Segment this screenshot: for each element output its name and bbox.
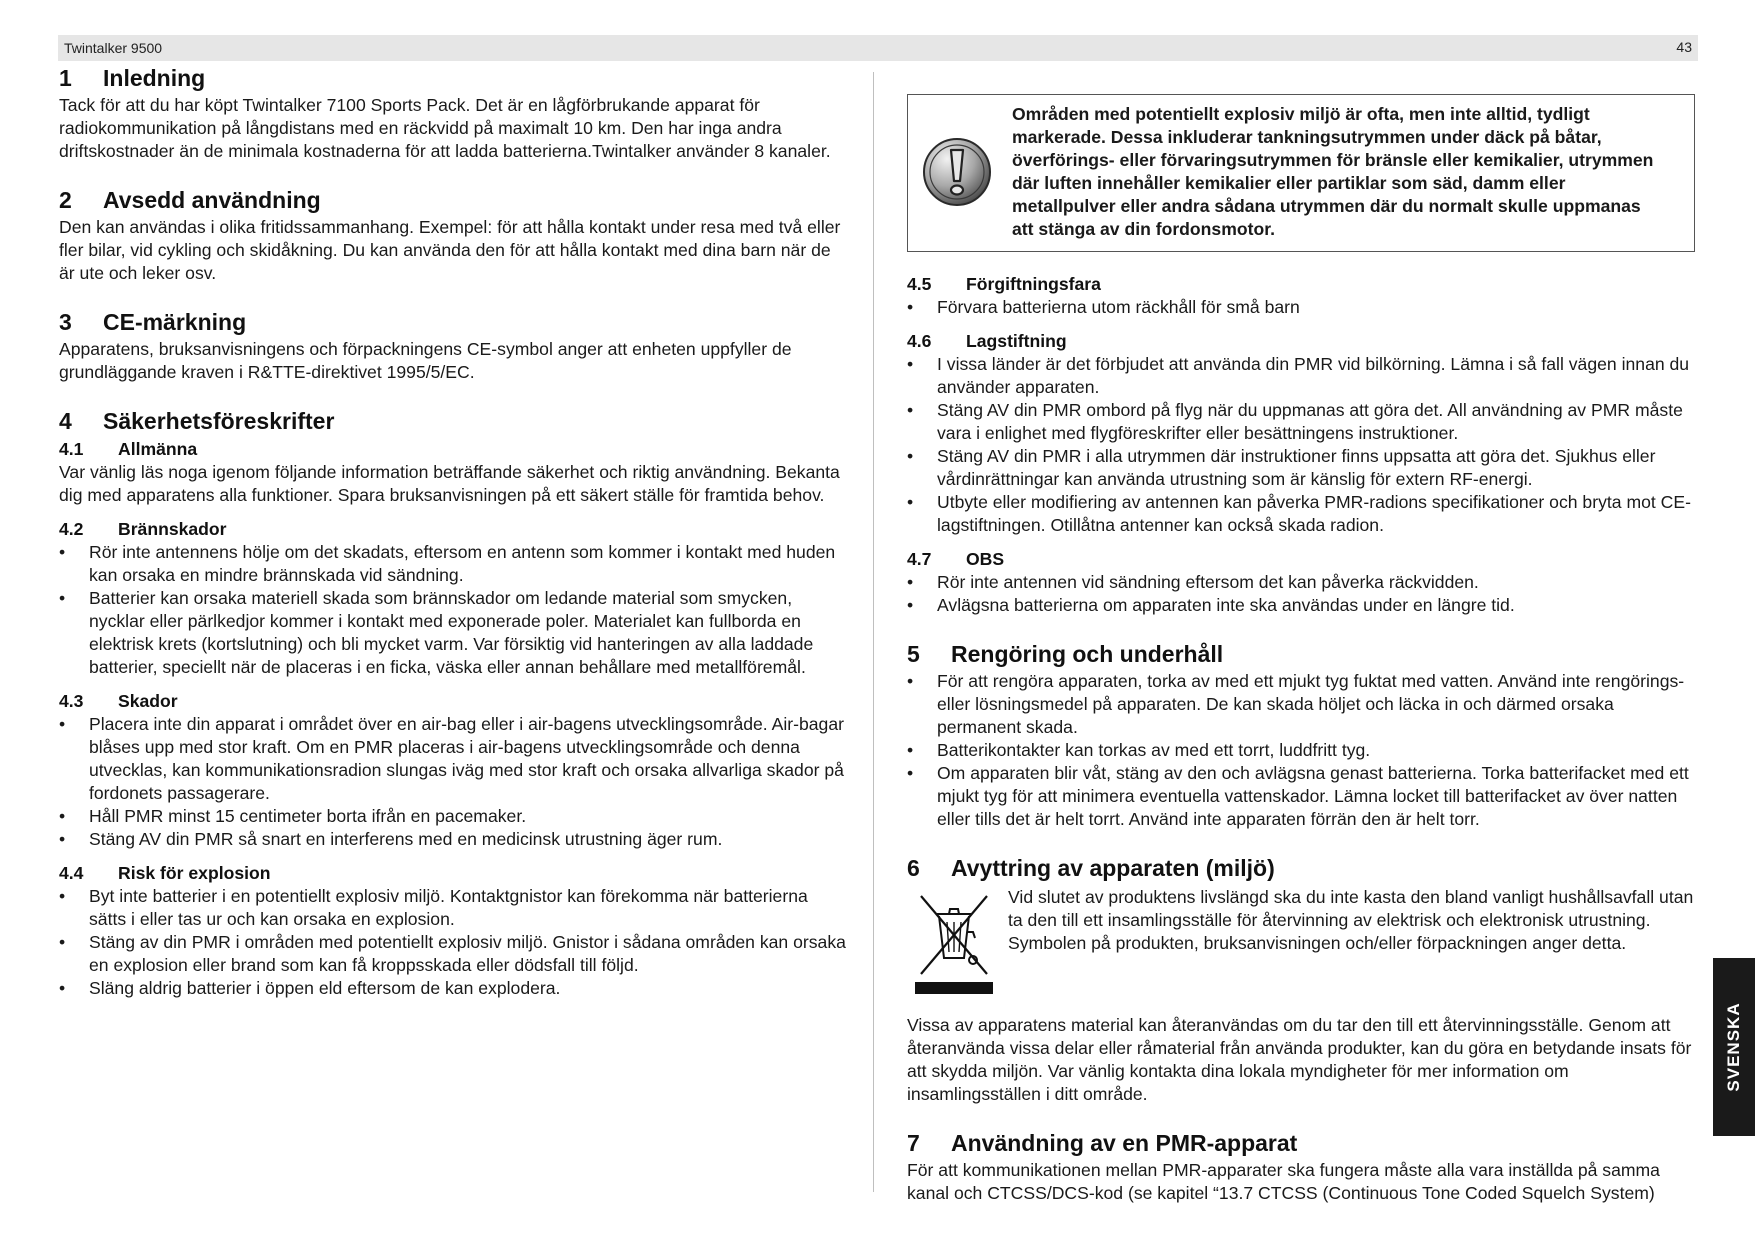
list-item: • Batterier kan orsaka materiell skada som brännskador om ledande material som smycken, nycklar eller pärlkedjor kommer i kontakt med exponerade poler. Materialet kan fullborda en elektrisk krets (kortslutning) och bli mycket varm. Var försiktig vid hanteringen av alla laddade batterier, speciellt när de placeras i en ficka, väska eller annan behållare med metallföremål.	[59, 587, 849, 679]
list-item: • Stäng AV din PMR så snart en interferens med en medicinsk utrustning äger rum.	[59, 828, 849, 851]
language-tab-label: SVENSKA	[1724, 1002, 1743, 1092]
list-item: • Avlägsna batterierna om apparaten inte ska användas under en längre tid.	[907, 594, 1695, 617]
section-text: Var vänlig läs noga igenom följande information beträffande säkerhet och riktig användning. Bekanta dig med apparatens alla funktioner. Spara bruksanvisningen på ett säkert ställe för framtida behov.	[59, 462, 840, 505]
warning-text: Områden med potentiellt explosiv miljö är ofta, men inte alltid, tydligt markerade. Dessa inkluderar tankningsutrymmen under däck på båtar, överförings- eller förvaringsutrymmen för bränsle eller kemikalier, utrymmen där luften innehåller kemikalier eller partiklar som säd, damm eller metallpulver eller andra sådana utrymmen där du normalt skulle uppmanas att stänga av din fordonsmotor.	[1012, 104, 1654, 239]
list-item: • För att rengöra apparaten, torka av med ett mjukt tyg fuktat med vatten. Använd inte rengörings- eller lösningsmedel på apparaten. De kan skada höljet och läcka in och därmed orsaka permanent skada.	[907, 670, 1695, 739]
subsection-heading: 4.7 OBS	[907, 549, 1005, 569]
subsection-heading: 4.2 Brännskador	[59, 519, 227, 539]
warning-icon	[922, 136, 992, 208]
page-header	[58, 35, 1698, 61]
list-item: • Håll PMR minst 15 centimeter borta ifrån en pacemaker.	[59, 805, 849, 828]
list-item: • Om apparaten blir våt, stäng av den och avlägsna genast batterierna. Torka batterifacket med ett mjukt tyg för att minimera eventuella vattenskador. Lämna locket till batterifacket av över natten eller tills det är helt torrt. Använd inte apparaten förrän den är helt torr.	[907, 762, 1695, 831]
list-item: • Placera inte din apparat i området över en air-bag eller i air-bagens utvecklingsområde. Air-bagar blåses upp med stor kraft. Om en PMR placeras i air-bagens utvecklingsområde och denna utvecklas, kan kommunikationsradion slungas iväg med stor kraft och orsaka allvarliga skador på fordonets passagerare.	[59, 713, 849, 805]
weee-block	[907, 886, 1695, 994]
bullet-list	[907, 571, 1695, 617]
list-item: • Förvara batterierna utom räckhåll för små barn	[907, 296, 1695, 319]
list-item: • I vissa länder är det förbjudet att använda din PMR vid bilkörning. Lämna i så fall vägen innan du använder apparaten.	[907, 353, 1695, 399]
list-item: • Stäng av din PMR i områden med potentiellt explosiv miljö. Gnistor i sådana områden kan orsaka en explosion eller brand som kan få kroppsskada eller dödsfall till följd.	[59, 931, 849, 977]
list-item: • Byt inte batterier i en potentiellt explosiv miljö. Kontaktgnistor kan förekomma när batterierna sätts i eller tas ur och kan orsaka en explosion.	[59, 885, 849, 931]
weee-text: Vid slutet av produktens livslängd ska du inte kasta den bland vanligt hushållsavfall utan ta den till ett insamlingsställe för återvinning av elektrisk och elektronisk utrustning. Symbolen på produkten, bruksanvisningen och/eller förpackningen anger detta.	[1008, 887, 1694, 953]
section-text: Den kan användas i olika fritidssammanhang. Exempel: för att hålla kontakt under resa med två eller fler bilar, vid cykling och skidåkning. Du kan använda den för att hålla kontakt med dina barn när de är ute och leker osv.	[59, 217, 841, 283]
list-item: • Rör inte antennen vid sändning eftersom det kan påverka räckvidden.	[907, 571, 1695, 594]
list-item: • Rör inte antennens hölje om det skadats, eftersom en antenn som kommer i kontakt med huden kan orsaka en mindre brännskada vid sändning.	[59, 541, 849, 587]
bullet-list	[907, 670, 1695, 831]
bullet-list	[59, 541, 849, 679]
column-divider	[873, 72, 874, 1192]
bullet-list	[907, 296, 1695, 319]
list-item: • Stäng AV din PMR i alla utrymmen där instruktioner finns uppsatta att göra det. Sjukhus eller vårdinrättningar kan använda utrustning som är känslig för extern RF-energi.	[907, 445, 1695, 491]
list-item: • Utbyte eller modifiering av antennen kan påverka PMR-radions specifikationer och bryta mot CE-lagstiftningen. Otillåtna antenner kan också skada radion.	[907, 491, 1695, 537]
language-tab	[1713, 958, 1755, 1136]
section-heading: 2 Avsedd användning	[59, 187, 321, 213]
bullet-list	[59, 713, 849, 851]
section-text: Tack för att du har köpt Twintalker 7100 Sports Pack. Det är en lågförbrukande apparat för radiokommunikation på långdistans med en räckvidd på maximalt 10 km. Den har inga andra driftskostnader än de minimala kostnaderna för att ladda batterierna.Twintalker använder 8 kanaler.	[59, 95, 831, 161]
section-heading: 7 Användning av en PMR-apparat	[907, 1130, 1298, 1156]
list-item: • Batterikontakter kan torkas av med ett torrt, luddfritt tyg.	[907, 739, 1695, 762]
section-text: För att kommunikationen mellan PMR-apparater ska fungera måste alla vara inställda på samma kanal och CTCSS/DCS-kod (se kapitel “13.7 CTCSS (Continuous Tone Coded Squelch System)	[907, 1160, 1660, 1203]
warning-box	[907, 94, 1695, 252]
bullet-list	[59, 885, 849, 1000]
subsection-heading: 4.5 Förgiftningsfara	[907, 274, 1101, 294]
crossed-bin-icon	[915, 888, 993, 994]
section-heading: 1 Inledning	[59, 65, 206, 91]
list-item: • Stäng AV din PMR ombord på flyg när du uppmanas att göra det. All användning av PMR måste vara i enlighet med flygföreskrifter eller besättningens instruktioner.	[907, 399, 1695, 445]
subsection-heading: 4.1 Allmänna	[59, 439, 198, 459]
subsection-heading: 4.6 Lagstiftning	[907, 331, 1067, 351]
bullet-list	[907, 353, 1695, 537]
section-heading: 3 CE-märkning	[59, 309, 247, 335]
section-heading: 5 Rengöring och underhåll	[907, 641, 1224, 667]
section-text: Vissa av apparatens material kan återanvändas om du tar den till ett återvinningsställe. Genom att återanvända vissa delar eller råmaterial från använda produkter, kan du göra en betydande insats för att skydda miljön. Var vänlig kontakta dina lokala myndigheter för mer information om insamlingsställen i ditt område.	[907, 1015, 1692, 1104]
subsection-heading: 4.3 Skador	[59, 691, 178, 711]
page-number: 43	[1676, 39, 1692, 55]
section-heading: 4 Säkerhetsföreskrifter	[59, 408, 335, 434]
right-column	[907, 62, 1695, 1205]
subsection-heading: 4.4 Risk för explosion	[59, 863, 271, 883]
section-text: Apparatens, bruksanvisningens och förpackningens CE-symbol anger att enheten uppfyller de grundläggande kraven i R&TTE-direktivet 1995/5/EC.	[59, 339, 792, 382]
section-heading: 6 Avyttring av apparaten (miljö)	[907, 855, 1275, 881]
left-column	[59, 62, 849, 1000]
header-title: Twintalker 9500	[64, 40, 163, 56]
list-item: • Släng aldrig batterier i öppen eld eftersom de kan explodera.	[59, 977, 849, 1000]
